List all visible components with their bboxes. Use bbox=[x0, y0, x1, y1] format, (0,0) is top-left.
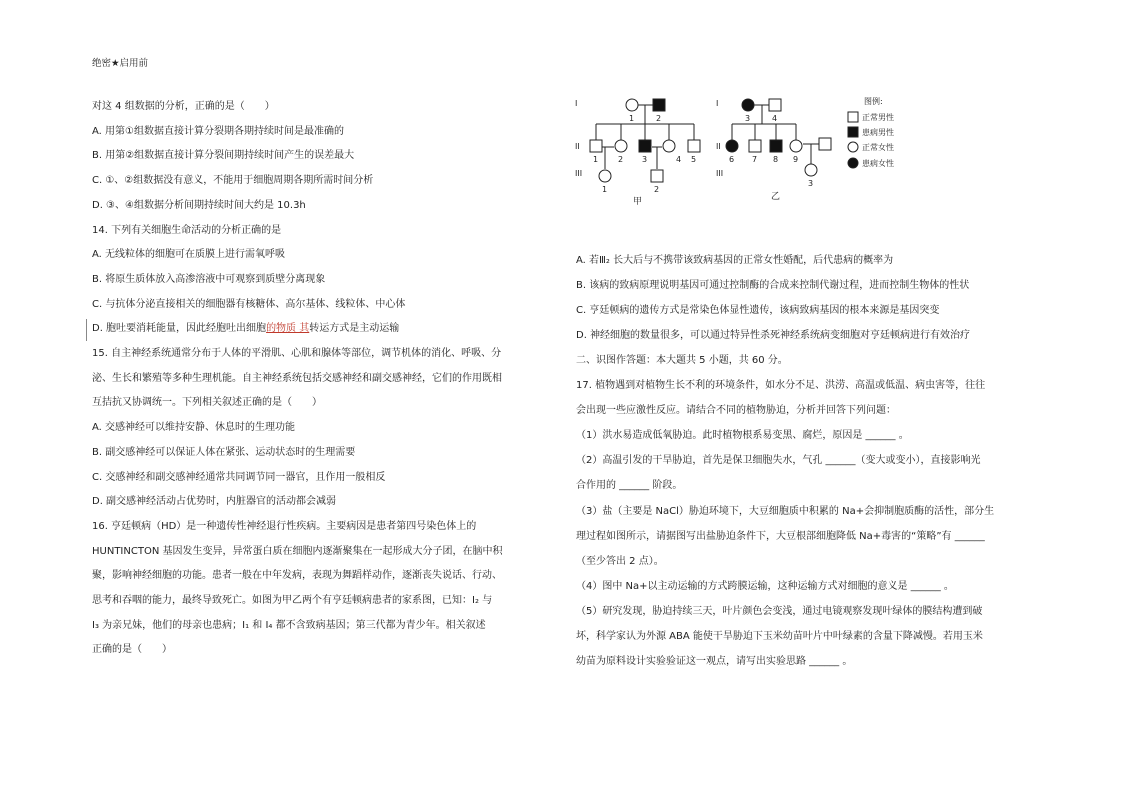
text-line: 幼苗为原料设计实验验证这一观点，请写出实验思路 ______ 。 bbox=[576, 655, 853, 667]
text-line: A. 用第①组数据直接计算分裂期各期持续时间是最准确的 bbox=[92, 125, 344, 137]
text-line: 17. 植物遇到对植物生长不利的环境条件，如水分不足、洪涝、高温或低温、病虫害等，往往 bbox=[576, 380, 986, 392]
text-line: （至少答出 2 点）。 bbox=[576, 555, 664, 567]
legend-affected-male: 患病男性 bbox=[862, 128, 894, 137]
text-line: A. 无线粒体的细胞可在质膜上进行需氧呼吸 bbox=[92, 249, 286, 261]
text-line: C. 交感神经和副交感神经通常共同调节同一器官，且作用一般相反 bbox=[92, 471, 386, 483]
jia-num: 1 bbox=[629, 114, 635, 123]
jia-gen-label-3: III bbox=[575, 169, 583, 178]
text-line: 互拮抗又协调统一。下列相关叙述正确的是（ ） bbox=[92, 397, 322, 409]
text-line: 14. 下列有关细胞生命活动的分析正确的是 bbox=[92, 224, 282, 236]
text-line: D. 副交感神经活动占优势时，内脏器官的活动都会减弱 bbox=[92, 496, 337, 508]
text-line: 聚，影响神经细胞的功能。患者一般在中年发病，表现为舞蹈样动作，逐渐丧失说话、行动、 bbox=[92, 570, 502, 582]
text-line: 对这 4 组数据的分析，正确的是（ ） bbox=[92, 101, 275, 112]
text-line: （3）盐（主要是 NaCl）胁迫环境下，大豆细胞质中积累的 Na+会抑制胞质酶的活性，部分生 bbox=[576, 505, 995, 517]
text-line: 思考和吞咽的能力，最终导致死亡。如图为甲乙两个有亨廷顿病患者的家系图，已知：Ⅰ₂ 与 bbox=[92, 595, 493, 606]
text-line: A. 若Ⅲ₂ 长大后与不携带该致病基因的正常女性婚配，后代患病的概率为 bbox=[576, 255, 894, 266]
jia-gen-label-2: II bbox=[575, 142, 580, 151]
legend-title: 图例: bbox=[864, 97, 883, 106]
text-line: 正确的是（ ） bbox=[92, 644, 172, 656]
text-line: 会出现一些应激性反应。请结合不同的植物胁迫，分析并回答下列问题： bbox=[576, 405, 896, 417]
text-line: （2）高温引发的干旱胁迫，首先是保卫细胞失水，气孔 ______（变大或变小），直接影响光 bbox=[576, 455, 981, 467]
yi-caption: 乙 bbox=[771, 192, 781, 202]
yi-num: 3 bbox=[745, 114, 751, 123]
jia-num: 1 bbox=[602, 185, 608, 194]
yi-num: 6 bbox=[729, 155, 735, 164]
tracked-change-mark: 的物质 其 bbox=[266, 323, 310, 334]
text-line: 二、识图作答题：本大题共 5 小题，共 60 分。 bbox=[576, 355, 788, 367]
q14-option-d bbox=[92, 322, 399, 336]
text-line: D. ③、④组数据分析间期持续时间大约是 10.3h bbox=[92, 199, 306, 211]
jia-num: 1 bbox=[593, 155, 599, 164]
yi-num: 9 bbox=[793, 155, 799, 164]
q14d-text-end: 转运方式是主动运输 bbox=[309, 323, 400, 334]
text-line: B. 将原生质体放入高渗溶液中可观察到质壁分离现象 bbox=[92, 273, 326, 285]
jia-num: 3 bbox=[642, 155, 648, 164]
text-cursor bbox=[86, 319, 87, 341]
q14d-text: D. 胞吐要消耗能量，因此经胞吐出细胞 bbox=[92, 323, 267, 334]
jia-caption: 甲 bbox=[633, 197, 643, 207]
legend-normal-male: 正常男性 bbox=[862, 113, 894, 122]
text-line: 15. 自主神经系统通常分布于人体的平滑肌、心肌和腺体等部位，调节机体的消化、呼吸、分 bbox=[92, 348, 502, 359]
text-line: C. ①、②组数据没有意义，不能用于细胞周期各期所需时间分析 bbox=[92, 175, 374, 187]
jia-num: 2 bbox=[618, 155, 624, 164]
text-line: C. 亨廷顿病的遗传方式是常染色体显性遗传，该病致病基因的根本来源是基因突变 bbox=[576, 305, 940, 317]
yi-num: 4 bbox=[772, 114, 778, 123]
yi-num: 8 bbox=[773, 155, 779, 164]
yi-gen-label-3: III bbox=[716, 169, 724, 178]
text-line: HUNTINCTON 基因发生变异，异常蛋白质在细胞内逐渐聚集在一起形成大分子团，在脑中积 bbox=[92, 545, 503, 557]
text-line: C. 与抗体分泌直接相关的细胞器有核糖体、高尔基体、线粒体、中心体 bbox=[92, 298, 406, 310]
jia-num: 4 bbox=[676, 155, 682, 164]
yi-num: 7 bbox=[752, 155, 758, 164]
text-line: 合作用的 ______ 阶段。 bbox=[576, 480, 683, 492]
confidential-header: 绝密★启用前 bbox=[92, 58, 149, 69]
text-line: 理过程如图所示，请据图写出盐胁迫条件下，大豆根部细胞降低 Na+毒害的“策略”有 ______ bbox=[576, 530, 985, 542]
text-line: （1）洪水易造成低氧胁迫。此时植物根系易变黑、腐烂，原因是 ______ 。 bbox=[576, 430, 909, 442]
text-line: （5）研究发现，胁迫持续三天，叶片颜色会变浅，通过电镜观察发现叶绿体的膜结构遭到破 bbox=[576, 605, 983, 617]
yi-num: 3 bbox=[808, 179, 814, 188]
text-line: 16. 亨廷顿病（HD）是一种遗传性神经退行性疾病。主要病因是患者第四号染色体上的 bbox=[92, 520, 477, 532]
text-line: 坏，科学家认为外源 ABA 能使干旱胁迫下玉米幼苗叶片中叶绿素的含量下降减慢。若用玉米 bbox=[576, 630, 983, 642]
text-line: B. 副交感神经可以保证人体在紧张、运动状态时的生理需要 bbox=[92, 446, 356, 458]
yi-gen-label-1: I bbox=[716, 99, 719, 108]
text-line: B. 用第②组数据直接计算分裂间期持续时间产生的误差最大 bbox=[92, 150, 355, 162]
jia-gen-label-1: I bbox=[575, 99, 578, 108]
text-line: B. 该病的致病原理说明基因可通过控制酶的合成来控制代谢过程，进而控制生物体的性状 bbox=[576, 280, 970, 292]
jia-num: 2 bbox=[654, 185, 660, 194]
text-line: Ⅰ₃ 为亲兄妹，他们的母亲也患病；Ⅰ₁ 和 Ⅰ₄ 都不含致病基因；第三代都为青少年。相关叙述 bbox=[92, 619, 486, 631]
jia-num: 2 bbox=[656, 114, 662, 123]
legend-normal-female: 正常女性 bbox=[862, 143, 894, 152]
jia-num: 5 bbox=[691, 155, 697, 164]
text-line: A. 交感神经可以维持安静、休息时的生理功能 bbox=[92, 422, 296, 434]
pedigree-diagram bbox=[566, 92, 916, 212]
text-line: （4）图中 Na+以主动运输的方式跨膜运输，这种运输方式对细胞的意义是 ______ 。 bbox=[576, 580, 954, 592]
yi-gen-label-2: II bbox=[716, 142, 721, 151]
legend-affected-female: 患病女性 bbox=[862, 159, 894, 168]
text-line: D. 神经细胞的数量很多，可以通过特异性杀死神经系统病变细胞对亨廷顿病进行有效治疗 bbox=[576, 330, 971, 342]
text-line: 泌、生长和繁殖等多种生理机能。自主神经系统包括交感神经和副交感神经，它们的作用既相 bbox=[92, 372, 502, 384]
